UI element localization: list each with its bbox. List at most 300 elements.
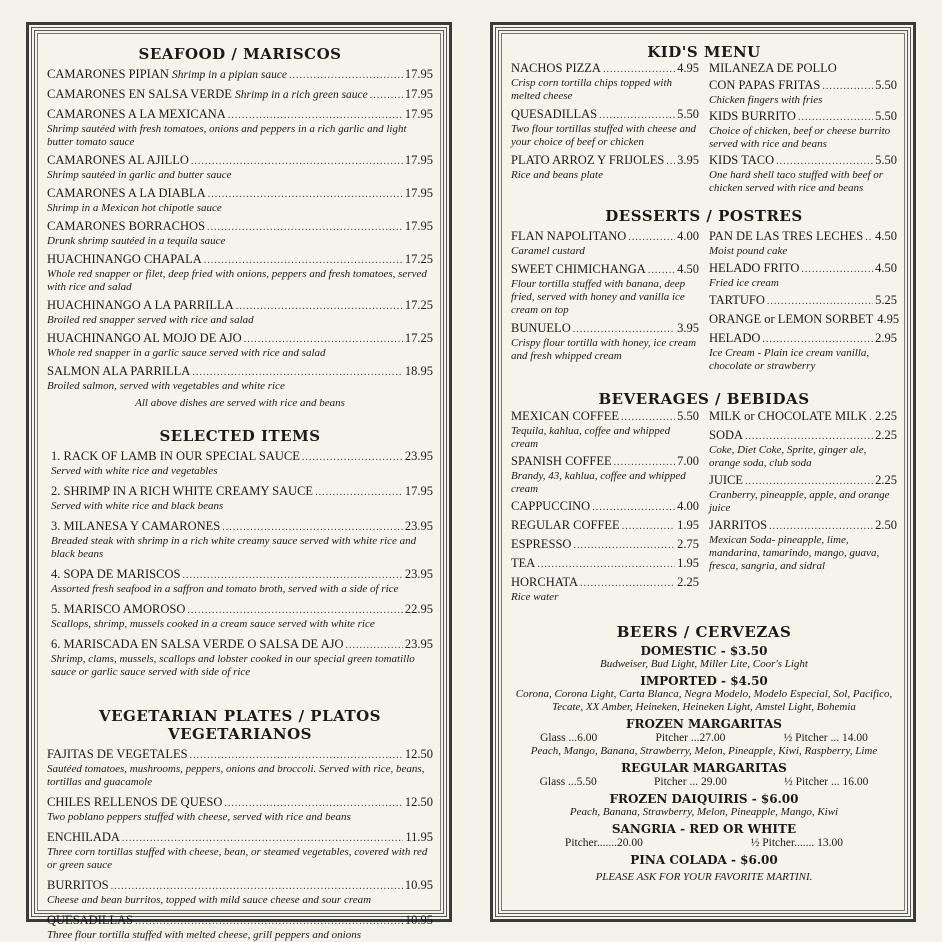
leader-dots: [222, 519, 403, 535]
menu-item: [511, 321, 699, 363]
menu-item: [709, 473, 897, 515]
leader-dots: [573, 321, 675, 337]
menu-item-name-text: TARTUFO: [709, 293, 765, 307]
menu-item-line: [511, 499, 699, 515]
menu-item-line: [51, 567, 433, 583]
menu-item-name-text: SALMON ALA PARRILLA: [47, 364, 191, 378]
menu-item: [47, 107, 433, 149]
menu-item-description: Whole red snapper or filet, deep fried with onions, peppers and fresh tomatoes, served with rice and salad: [47, 268, 427, 293]
menu-item-price: 1.95: [677, 556, 699, 570]
menu-item-line: [51, 484, 433, 500]
sangria-prices: [511, 836, 897, 850]
menu-item-name-text: ESPRESSO: [511, 537, 572, 551]
menu-item-name: [47, 186, 206, 201]
leader-dots: [769, 518, 873, 534]
menu-item-line: [511, 537, 699, 553]
beers-section: [511, 623, 897, 884]
menu-item-description: Three corn tortillas stuffed with cheese, bean, or steamed vegetables, covered with red or green sauce: [47, 846, 428, 871]
menu-item-name-text: BUNUELO: [511, 321, 571, 335]
menu-item-line: [47, 67, 433, 83]
leader-dots: [599, 107, 675, 123]
menu-item-price: 5.50: [875, 153, 897, 167]
imported-title: IMPORTED - $4.50: [640, 674, 768, 688]
menu-item-name-text: CAMARONES BORRACHOS: [47, 219, 206, 233]
menu-item-name-text: CHILES RELLENOS DE QUESO: [47, 795, 223, 809]
menu-item-line: [511, 556, 699, 572]
menu-item: [47, 219, 433, 248]
menu-item-description: Fried ice cream: [709, 277, 779, 289]
frozen-margaritas-flavors: Peach, Mango, Banana, Strawberry, Melon, Pineapple, Kiwi, Raspberry, Lime: [530, 745, 878, 757]
menu-item-name-text: 6. MARISCADA EN SALSA VERDE O SALSA DE AJO: [51, 637, 344, 651]
menu-item-line: [709, 109, 897, 125]
menu-item-description: Two poblano peppers stuffed with cheese, served with rice and beans: [47, 811, 351, 823]
menu-item-name-text: PAN DE LAS TRES LECHES: [709, 229, 864, 243]
menu-item-name-text: CAMARONES AL AJILLO: [47, 153, 189, 167]
kids-title: KID'S MENU: [647, 43, 761, 61]
menu-item: [709, 109, 897, 151]
menu-item-description: Shrimp in a Mexican hot chipotle sauce: [47, 202, 222, 214]
menu-item: [709, 331, 897, 373]
menu-item-name-text: CAMARONES PIPIAN: [47, 67, 169, 81]
menu-item-name: [47, 913, 133, 928]
menu-item-name-text: 2. SHRIMP IN A RICH WHITE CREAMY SAUCE: [51, 484, 314, 498]
left-menu-page: [26, 22, 452, 941]
menu-item-description: Shrimp sautéed with fresh tomatoes, onions and peppers in a rich garlic and light butter tomato sauce: [47, 123, 407, 148]
desserts-title: DESSERTS / POSTRES: [605, 207, 803, 225]
menu-item-line: [511, 454, 699, 470]
leader-dots: [762, 331, 873, 347]
kids-right-column: [709, 61, 897, 197]
menu-item-price: 4.50: [875, 229, 897, 243]
menu-item-name: [511, 575, 578, 590]
leader-dots: [192, 364, 403, 380]
menu-item-name-text: 4. SOPA DE MARISCOS: [51, 567, 181, 581]
menu-item-name: [47, 830, 120, 845]
kids-left-column: [511, 61, 699, 197]
sangria-half-pitcher: ½ Pitcher....... 13.00: [750, 837, 844, 849]
menu-item-name-text: CON PAPAS FRITAS: [709, 78, 821, 92]
menu-item-price: 2.75: [677, 537, 699, 551]
menu-item-line: [709, 229, 897, 245]
menu-item-line: [709, 153, 897, 169]
menu-item-price: 4.95: [877, 312, 900, 326]
menu-item-name: [511, 61, 601, 76]
menu-item-price: 17.95: [404, 153, 433, 167]
menu-item-line: [709, 428, 897, 444]
beers-title: BEERS / CERVEZAS: [616, 623, 792, 641]
menu-item-name-text: MILK or CHOCOLATE MILK: [709, 409, 867, 423]
leader-dots: [869, 409, 873, 425]
menu-item-name: [51, 602, 185, 617]
menu-item: [47, 331, 433, 360]
menu-item-name: [511, 262, 646, 277]
menu-item-description: Crispy flour tortilla with honey, ice cream and fresh whipped cream: [511, 337, 697, 362]
menu-item-description: Sautéed tomatoes, mushrooms, peppers, onions and broccoli. Served with rice, beans, tortillas and guacamole: [47, 763, 425, 788]
menu-item-name: [511, 499, 590, 514]
menu-item-price: 10.95: [404, 878, 433, 892]
menu-item-name: [709, 331, 760, 346]
menu-item-line: [47, 186, 433, 202]
menu-item-price: 17.95: [404, 484, 433, 498]
menu-item-price: 17.95: [404, 67, 433, 81]
menu-item-line: [47, 364, 433, 380]
menu-item-name-text: TEA: [511, 556, 536, 570]
menu-item-price: 2.50: [875, 518, 897, 532]
menu-item: [511, 229, 699, 258]
leader-dots: [370, 87, 403, 103]
leader-dots: [315, 484, 403, 500]
seafood-list: [47, 67, 433, 393]
menu-item: [51, 519, 433, 561]
menu-item-description: Tequila, kahlua, coffee and whipped cream: [511, 425, 671, 450]
menu-item-line: [511, 518, 699, 534]
menu-item-name-text: MILANEZA DE POLLO: [709, 61, 837, 75]
menu-item-description: Mexican Soda- pineapple, lime, mandarina, tamarindo, mango, guava, fresca, sangria, and sidral: [709, 534, 880, 572]
menu-item-line: [709, 293, 897, 309]
leader-dots: [776, 153, 873, 169]
menu-item-price: 17.25: [404, 252, 433, 266]
menu-item-inline-desc: Shrimp in a pipian sauce: [172, 69, 288, 81]
menu-item-price: 12.50: [404, 747, 433, 761]
menu-item-name: [511, 153, 664, 168]
leader-dots: [621, 409, 675, 425]
menu-item-name: [709, 109, 796, 124]
menu-item: [47, 747, 433, 789]
menu-item-name: [47, 219, 205, 234]
menu-item: [511, 61, 699, 103]
menu-item-price: 7.00: [677, 454, 699, 468]
menu-item: [51, 449, 433, 478]
menu-item-name-text: 5. MARISCO AMOROSO: [51, 602, 186, 616]
menu-item: [511, 537, 699, 553]
menu-item-name: [709, 518, 767, 533]
menu-item-price: 5.25: [875, 293, 897, 307]
menu-item-name: [51, 484, 313, 499]
frozen-margaritas-pitcher: Pitcher ...27.00: [655, 732, 726, 744]
domestic-title: DOMESTIC - $3.50: [640, 644, 768, 658]
menu-item-price: 2.95: [875, 331, 897, 345]
regular-margaritas-glass: Glass ...5.50: [539, 776, 597, 788]
leader-dots: [135, 913, 403, 929]
imported-list: Corona, Corona Light, Carta Blanca, Negra Modelo, Modelo Especial, Sol, Pacifico, Tecate, XX Amber, Heineken, Heineken Light, Amstel Light, Bohemia: [515, 688, 893, 713]
menu-item-description: Flour tortilla stuffed with banana, deep fried, served with honey and vanilla ice cream on top: [511, 278, 686, 316]
menu-item: [709, 78, 897, 107]
menu-item-name: [51, 449, 300, 464]
menu-item-line: [47, 219, 433, 235]
menu-item-line: [511, 409, 699, 425]
menu-item-line: [47, 331, 433, 347]
menu-item-description: Cranberry, pineapple, apple, and orange juice: [709, 489, 890, 514]
menu-item-name: [709, 153, 774, 168]
leader-dots: [801, 261, 873, 277]
menu-item-line: [709, 409, 897, 425]
selected-list: [47, 449, 433, 679]
menu-item-price: 2.25: [875, 473, 897, 487]
menu-item-price: 4.50: [677, 262, 699, 276]
beverages-title: BEVERAGES / BEBIDAS: [598, 390, 810, 408]
frozen-margaritas-glass: Glass ...6.00: [540, 732, 598, 744]
menu-item-line: [709, 78, 897, 94]
menu-item: [709, 61, 897, 76]
menu-item-name: [47, 747, 188, 762]
frozen-margaritas-title: FROZEN MARGARITAS: [626, 717, 782, 731]
beverages-left-column: [511, 409, 699, 607]
menu-item: [47, 878, 433, 907]
menu-item-name-text: KIDS TACO: [709, 153, 775, 167]
menu-item-name-text: QUESADILLAS: [511, 107, 598, 121]
vegetarian-list: [47, 747, 433, 942]
regular-margaritas-prices: [511, 775, 897, 789]
menu-item-price: 5.50: [875, 78, 897, 92]
leader-dots: [537, 556, 675, 572]
menu-item-name: [47, 107, 226, 122]
regular-margaritas-pitcher: Pitcher ... 29.00: [654, 776, 727, 788]
menu-item-name: [47, 364, 190, 379]
menu-item: [47, 830, 433, 872]
menu-item-price: 1.95: [677, 518, 699, 532]
menu-item-line: [511, 229, 699, 245]
menu-item-price: 17.95: [404, 107, 433, 121]
menu-item-price: 17.25: [404, 331, 433, 345]
regular-margaritas-title: REGULAR MARGARITAS: [621, 761, 787, 775]
menu-item-description: One hard shell taco stuffed with beef or chicken served with rice and beans: [709, 169, 884, 194]
menu-item-price: 23.95: [404, 449, 433, 463]
menu-item: [511, 107, 699, 149]
menu-item-description: Choice of chicken, beef or cheese burrito served with rice and beans: [709, 125, 891, 150]
leader-dots: [745, 473, 873, 489]
kids-columns: [511, 61, 897, 197]
menu-item-line: [47, 913, 433, 929]
menu-item-price: 4.50: [875, 261, 897, 275]
menu-item-name: [709, 261, 799, 276]
menu-item: [47, 186, 433, 215]
menu-item-line: [511, 107, 699, 123]
menu-item-line: [511, 153, 699, 169]
leader-dots: [190, 747, 403, 763]
menu-item-line: [47, 747, 433, 763]
menu-item-name: [511, 518, 620, 533]
seafood-note: All above dishes are served with rice and beans: [135, 397, 345, 409]
menu-item-name: [709, 312, 873, 327]
beverages-columns: [511, 409, 897, 607]
menu-item: [709, 153, 897, 195]
leader-dots: [122, 830, 403, 846]
menu-item-name: [47, 252, 202, 267]
leader-dots: [187, 602, 402, 618]
menu-item-line: [51, 637, 433, 653]
menu-item: [511, 556, 699, 572]
menu-item-price: 17.95: [404, 87, 433, 101]
menu-item-description: Rice and beans plate: [511, 169, 603, 181]
menu-item-price: 11.95: [405, 830, 433, 844]
leader-dots: [622, 518, 675, 534]
menu-item-name-text: CAPPUCCINO: [511, 499, 591, 513]
menu-item-line: [47, 107, 433, 123]
menu-item-price: 3.95: [677, 153, 699, 167]
menu-item: [511, 518, 699, 534]
menu-item-name-text: PLATO ARROZ Y FRIJOLES: [511, 153, 665, 167]
leader-dots: [592, 499, 675, 515]
menu-item-name-text: CAMARONES A LA MEXICANA: [47, 107, 226, 121]
menu-item-line: [709, 261, 897, 277]
menu-item: [709, 518, 897, 573]
menu-item: [47, 252, 433, 294]
leader-dots: [191, 153, 403, 169]
menu-item-name: [709, 229, 863, 244]
menu-item-price: 22.95: [404, 602, 433, 616]
menu-item-price: 18.95: [404, 364, 433, 378]
menu-item: [51, 484, 433, 513]
martini-note: PLEASE ASK FOR YOUR FAVORITE MARTINI.: [595, 871, 813, 883]
menu-item-name: [709, 78, 820, 93]
menu-item-price: 5.50: [677, 107, 699, 121]
menu-item-price: 2.25: [875, 428, 897, 442]
menu-item-line: [709, 518, 897, 534]
menu-item-name-text: CAMARONES A LA DIABLA: [47, 186, 206, 200]
menu-item-line: [47, 87, 433, 103]
menu-item-description: Shrimp sautéed in garlic and butter sauce: [47, 169, 232, 181]
menu-item-price: 2.25: [677, 575, 699, 589]
menu-item-name-text: REGULAR COFFEE: [511, 518, 620, 532]
desserts-columns: [511, 229, 900, 376]
menu-item-name-text: JUICE: [709, 473, 744, 487]
menu-item-description: Assorted fresh seafood in a saffron and tomato broth, served with a side of rice: [51, 583, 399, 595]
leader-dots: [207, 219, 403, 235]
menu-item: [511, 409, 699, 451]
daiquiris-flavors: Peach, Banana, Strawberry, Melon, Pineapple, Mango, Kiwi: [569, 806, 839, 818]
menu-item-line: [47, 252, 433, 268]
daiquiris-title: FROZEN DAIQUIRIS - $6.00: [609, 792, 799, 806]
leader-dots: [614, 454, 676, 470]
leader-dots: [745, 428, 873, 444]
menu-item-price: 5.50: [875, 109, 897, 123]
leader-dots: [224, 795, 403, 811]
menu-item-line: [709, 331, 897, 347]
menu-item-name: [47, 87, 368, 103]
menu-item-description: Cheese and bean burritos, topped with mild sauce cheese and sour cream: [47, 894, 372, 906]
menu-item-name: [47, 331, 242, 346]
menu-item-name: [709, 428, 743, 443]
menu-item-line: [511, 262, 699, 278]
menu-item-price: 17.95: [404, 186, 433, 200]
menu-item-name: [47, 67, 287, 83]
leader-dots: [236, 298, 403, 314]
menu-item-name: [709, 61, 837, 76]
frozen-margaritas-half-pitcher: ½ Pitcher ... 14.00: [783, 732, 868, 744]
vegetarian-title: VEGETARIAN PLATES / PLATOS VEGETARIANOS: [98, 707, 382, 743]
menu-item-name-text: JARRITOS: [709, 518, 768, 532]
menu-item-name: [709, 293, 765, 308]
menu-item-description: Served with white rice and vegetables: [51, 465, 218, 477]
menu-item-price: 17.95: [404, 219, 433, 233]
menu-item: [511, 153, 699, 182]
menu-item: [709, 312, 900, 328]
seafood-title: SEAFOOD / MARISCOS: [138, 45, 342, 63]
leader-dots: [580, 575, 675, 591]
menu-item-line: [511, 321, 699, 337]
leader-dots: [822, 78, 873, 94]
menu-item-line: [47, 298, 433, 314]
menu-item-line: [51, 449, 433, 465]
menu-item-description: Two flour tortillas stuffed with cheese and your choice of beef or chicken: [511, 123, 696, 148]
menu-item: [709, 261, 897, 290]
selected-title: SELECTED ITEMS: [159, 427, 321, 445]
menu-item: [51, 637, 433, 679]
menu-item-price: 4.00: [677, 499, 699, 513]
menu-item-description: Rice water: [511, 591, 559, 603]
menu-item-name-text: MEXICAN COFFEE: [511, 409, 619, 423]
menu-item-line: [709, 473, 897, 489]
menu-item-name-text: HUACHINANGO A LA PARRILLA: [47, 298, 234, 312]
menu-item-name: [47, 878, 109, 893]
menu-item-description: Three flour tortilla stuffed with melted cheese, grill peppers and onions: [47, 929, 361, 941]
menu-item-name-text: SPANISH COFFEE: [511, 454, 612, 468]
desserts-left-column: [511, 229, 699, 376]
menu-item-name-text: HUACHINANGO AL MOJO DE AJO: [47, 331, 242, 345]
leader-dots: [648, 262, 675, 278]
frozen-margaritas-prices: [511, 731, 897, 745]
sangria-pitcher: Pitcher.......20.00: [564, 837, 643, 849]
menu-item: [47, 298, 433, 327]
leader-dots: [865, 229, 873, 245]
menu-item-price: 12.50: [404, 795, 433, 809]
menu-item: [51, 602, 433, 631]
menu-item-line: [47, 830, 433, 846]
menu-item-description: Served with white rice and black beans: [51, 500, 224, 512]
menu-item: [709, 293, 897, 309]
leader-dots: [573, 537, 675, 553]
menu-item-line: [511, 61, 699, 77]
menu-item-name-text: ORANGE or LEMON SORBET: [709, 312, 874, 326]
menu-item-price: 4.00: [677, 229, 699, 243]
menu-item: [47, 795, 433, 824]
menu-item-description: Scallops, shrimp, mussels cooked in a cream sauce served with white rice: [51, 618, 375, 630]
menu-item-price: 23.95: [404, 637, 433, 651]
menu-item-description: Chicken fingers with fries: [709, 94, 823, 106]
leader-dots: [182, 567, 402, 583]
desserts-right-column: [709, 229, 900, 376]
menu-item: [47, 87, 433, 103]
menu-item: [511, 575, 699, 604]
leader-dots: [628, 229, 675, 245]
menu-item-name-text: ENCHILADA: [47, 830, 120, 844]
menu-item-name: [511, 409, 619, 424]
menu-item-name: [511, 537, 571, 552]
menu-item-line: [709, 61, 897, 76]
menu-item-name: [511, 321, 571, 336]
leader-dots: [798, 109, 873, 125]
menu-item-line: [47, 878, 433, 894]
menu-item-description: Brandy, 43, kahlua, coffee and whipped cream: [511, 470, 686, 495]
menu-item-name: [511, 556, 535, 571]
menu-item-name-text: SWEET CHIMICHANGA: [511, 262, 646, 276]
menu-item-name-text: FAJITAS DE VEGETALES: [47, 747, 188, 761]
menu-item-price: 23.95: [404, 567, 433, 581]
leader-dots: [244, 331, 403, 347]
menu-item-price: 2.25: [875, 409, 897, 423]
menu-item: [47, 913, 433, 942]
menu-item-description: Breaded steak with shrimp in a rich white creamy sauce served with white rice and black beans: [51, 535, 417, 560]
menu-item-price: 4.95: [677, 61, 699, 75]
menu-item: [709, 409, 897, 425]
menu-item-name-text: BURRITOS: [47, 878, 109, 892]
menu-item-price: 23.95: [404, 519, 433, 533]
leader-dots: [289, 67, 403, 83]
menu-item: [511, 454, 699, 496]
leader-dots: [666, 153, 675, 169]
menu-item-name-text: FLAN NAPOLITANO: [511, 229, 627, 243]
menu-item-description: Broiled salmon, served with vegetables and white rice: [47, 380, 285, 392]
